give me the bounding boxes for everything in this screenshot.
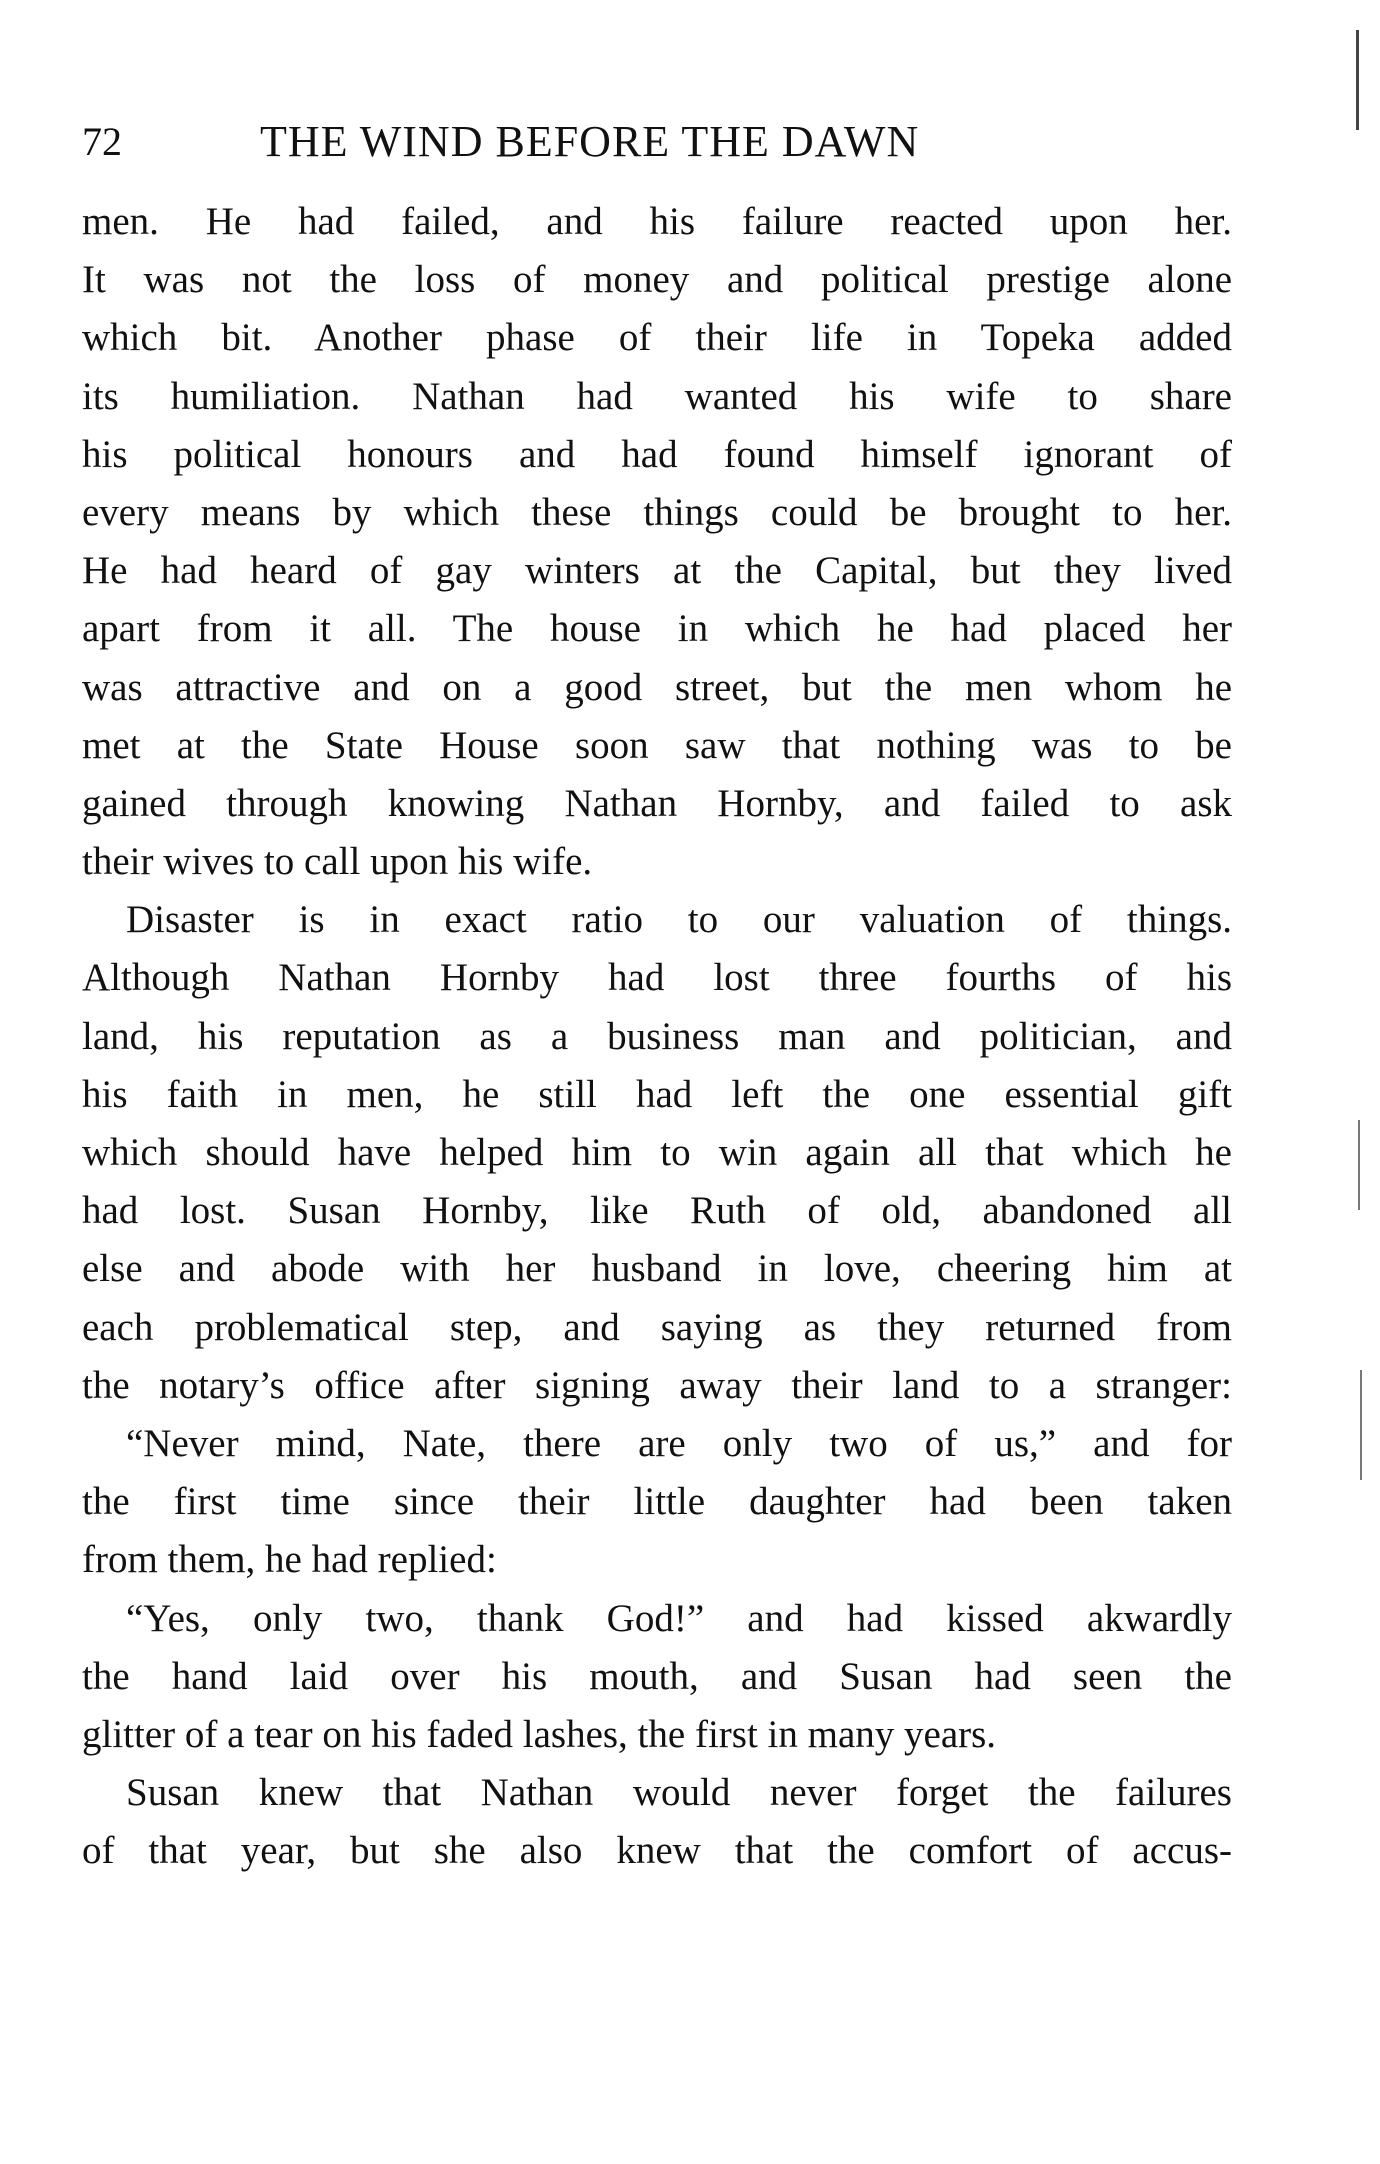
text-line: else and abode with her husband in love, cheering him at [82, 1247, 1232, 1291]
page-header [82, 112, 1232, 172]
text-line: It was not the loss of money and political prestige alone [82, 258, 1232, 302]
text-line: their wives to call upon his wife. [82, 840, 593, 884]
text-line: its humiliation. Nathan had wanted his wife to share [82, 374, 1232, 418]
text-line: of that year, but she also knew that the comfort of accus- [82, 1829, 1232, 1873]
text-line: men. He had failed, and his failure reacted upon her. [82, 200, 1232, 243]
text-line: “Yes, only two, thank God!” and had kissed akwardly [126, 1596, 1232, 1640]
scan-edge-mark [1356, 30, 1359, 130]
text-line: the first time since their little daughter had been taken [82, 1480, 1232, 1524]
text-line: He had heard of gay winters at the Capital, but they lived [82, 549, 1232, 593]
text-line: the notary’s office after signing away their land to a stranger: [82, 1363, 1232, 1407]
text-line: the hand laid over his mouth, and Susan had seen the [82, 1654, 1232, 1698]
text-line: was attractive and on a good street, but the men whom he [82, 665, 1232, 709]
scan-edge-mark [1358, 1120, 1360, 1210]
body-text [82, 193, 1232, 1880]
text-line: his political honours and had found himself ignorant of [82, 432, 1232, 476]
text-line: every means by which these things could be brought to her. [82, 490, 1232, 534]
scan-edge-mark [1360, 1370, 1362, 1480]
text-line: each problematical step, and saying as they returned from [82, 1305, 1232, 1349]
text-line: met at the State House soon saw that nothing was to be [82, 723, 1232, 767]
text-line: apart from it all. The house in which he had placed her [82, 607, 1232, 651]
page-number: 72 [82, 119, 122, 164]
text-line: land, his reputation as a business man and politician, and [82, 1014, 1232, 1058]
text-line: his faith in men, he still had left the one essential gift [82, 1072, 1232, 1116]
text-line: which should have helped him to win again all that which he [82, 1131, 1232, 1174]
text-line: glitter of a tear on his faded lashes, the first in many years. [82, 1712, 997, 1756]
text-line: which bit. Another phase of their life in Topeka added [82, 316, 1232, 360]
text-line: Susan knew that Nathan would never forget the failures [126, 1771, 1232, 1815]
running-title: THE WIND BEFORE THE DAWN [260, 117, 920, 166]
text-line: Disaster is in exact ratio to our valuation of things. [126, 898, 1232, 942]
text-line: gained through knowing Nathan Hornby, and failed to ask [82, 781, 1232, 825]
text-line: had lost. Susan Hornby, like Ruth of old, abandoned all [82, 1189, 1232, 1233]
text-line: from them, he had replied: [82, 1538, 497, 1582]
text-line: “Never mind, Nate, there are only two of us,” and for [126, 1421, 1232, 1465]
text-line: Although Nathan Hornby had lost three fourths of his [82, 956, 1232, 1000]
